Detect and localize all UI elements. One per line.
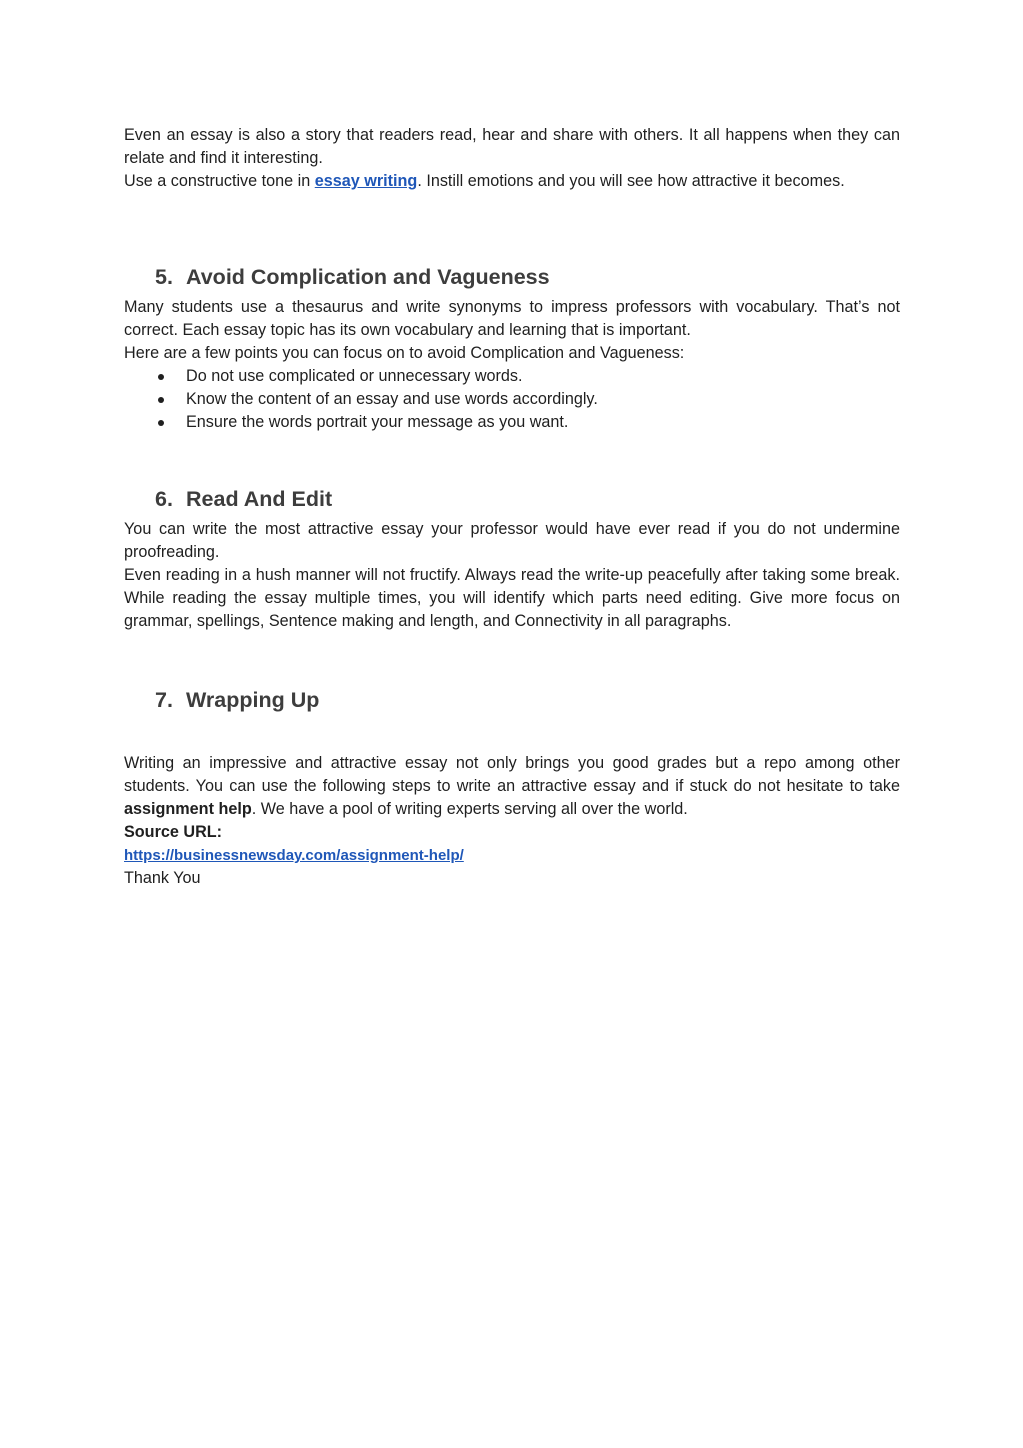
section-5-heading — [124, 262, 900, 292]
source-url-line — [124, 844, 900, 867]
section-7-paragraph-1 — [124, 752, 900, 821]
section-5-bullet-list — [124, 365, 900, 434]
section-7-text-after-bold: . We have a pool of writing experts serving all over the world. — [251, 800, 688, 818]
section-5-paragraph-2: Here are a few points you can focus on to avoid Complication and Vagueness: — [124, 344, 685, 362]
list-item — [124, 411, 900, 434]
section-6-heading — [124, 484, 900, 514]
list-item — [124, 365, 900, 388]
section-5-title: Avoid Complication and Vagueness — [186, 265, 550, 289]
section-6-title: Read And Edit — [186, 487, 333, 511]
intro-text-before-link: Use a constructive tone in — [124, 172, 315, 190]
bullet-icon — [158, 420, 164, 426]
document-body — [124, 124, 900, 890]
intro-text-after-link: . Instill emotions and you will see how attractive it becomes. — [417, 172, 845, 190]
section-7-heading — [124, 685, 900, 715]
section-6-paragraph-2: Even reading in a hush manner will not fructify. Always read the write-up peacefully after taking some break. While reading the essay multiple times, you will identify which parts need editing. Give more focus on grammar, spellings, Sentence making and length, and Connectivity in all paragraphs. — [124, 566, 900, 630]
intro-paragraph-1: Even an essay is also a story that readers read, hear and share with others. It all happens when they can relate and find it interesting. — [124, 126, 900, 167]
spacer — [124, 193, 900, 262]
spacer — [124, 715, 900, 752]
section-7-title: Wrapping Up — [186, 688, 320, 712]
source-url-link[interactable]: https://businessnewsday.com/assignment-help/ — [124, 847, 464, 864]
assignment-help-bold: assignment help — [124, 800, 252, 818]
source-url-label: Source URL: — [124, 823, 223, 841]
section-7-number: 7. — [155, 688, 173, 712]
intro-paragraph-2 — [124, 170, 900, 193]
section-6-number: 6. — [155, 487, 173, 511]
list-item — [124, 388, 900, 411]
bullet-icon — [158, 397, 164, 403]
source-url-label-line — [124, 821, 900, 844]
list-item-text: Know the content of an essay and use words accordingly. — [186, 390, 598, 408]
bullet-icon — [158, 374, 164, 380]
closing-text: Thank You — [124, 869, 201, 887]
section-6-paragraph-1: You can write the most attractive essay your professor would have ever read if you do not undermine proofreading. — [124, 520, 900, 561]
list-item-text: Do not use complicated or unnecessary words. — [186, 367, 523, 385]
section-5-number: 5. — [155, 265, 173, 289]
spacer — [124, 434, 900, 484]
section-7-text-before-bold: Writing an impressive and attractive essay not only brings you good grades but a repo among other students. You can use the following steps to write an attractive essay and if stuck do not hesitate to take — [124, 754, 900, 795]
essay-writing-link[interactable]: essay writing — [314, 172, 418, 190]
spacer — [124, 633, 900, 685]
list-item-text: Ensure the words portrait your message as you want. — [186, 413, 569, 431]
section-5-paragraph-1: Many students use a thesaurus and write synonyms to impress professors with vocabulary. That’s not correct. Each essay topic has its own vocabulary and learning that is important. — [124, 298, 900, 339]
